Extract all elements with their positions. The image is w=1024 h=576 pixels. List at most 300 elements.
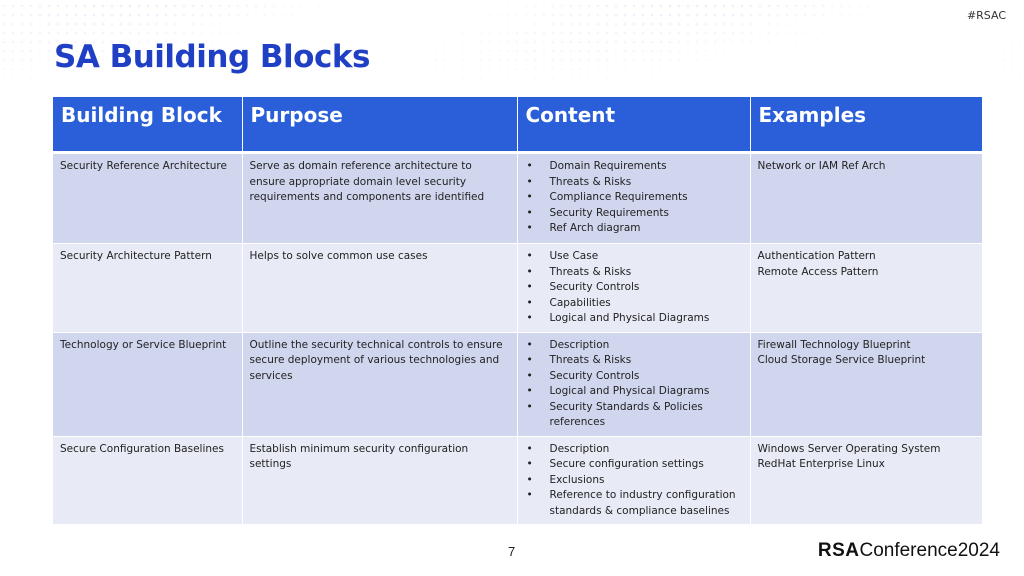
content-item: • Threats & Risks: [525, 353, 743, 369]
decorative-dot: [543, 23, 546, 26]
decorative-dot: [480, 68, 483, 71]
decorative-dot: [21, 50, 24, 53]
slide-title: SA Building Blocks: [54, 39, 370, 75]
decorative-dot: [48, 5, 51, 8]
decorative-dot: [633, 32, 636, 35]
decorative-dot: [579, 50, 582, 53]
decorative-dot: [147, 5, 150, 8]
decorative-dot: [489, 5, 492, 8]
decorative-dot: [588, 59, 591, 62]
content-list: [525, 249, 743, 327]
decorative-dot: [615, 41, 618, 44]
decorative-dot: [426, 50, 429, 53]
decorative-dot: [561, 59, 564, 62]
decorative-dot: [174, 14, 177, 17]
example-item: Firewall Technology Blueprint: [757, 338, 911, 351]
decorative-dot: [1002, 68, 1005, 71]
decorative-dot: [84, 5, 87, 8]
decorative-dot: [822, 14, 825, 17]
decorative-dot: [156, 32, 159, 35]
decorative-dot: [255, 32, 258, 35]
content-item: • Compliance Requirements: [525, 190, 743, 206]
decorative-dot: [543, 68, 546, 71]
decorative-dot: [444, 41, 447, 44]
decorative-dot: [435, 77, 438, 80]
decorative-dot: [975, 68, 978, 71]
decorative-dot: [1002, 59, 1005, 62]
decorative-dot: [1011, 32, 1014, 35]
decorative-dot: [615, 14, 618, 17]
decorative-dot: [21, 77, 24, 80]
decorative-dot: [507, 14, 510, 17]
decorative-dot: [435, 68, 438, 71]
decorative-dot: [579, 14, 582, 17]
decorative-dot: [507, 23, 510, 26]
decorative-dot: [660, 32, 663, 35]
decorative-dot: [1020, 23, 1023, 26]
decorative-dot: [534, 59, 537, 62]
decorative-dot: [615, 5, 618, 8]
decorative-dot: [516, 86, 519, 89]
decorative-dot: [489, 23, 492, 26]
decorative-dot: [102, 5, 105, 8]
decorative-dot: [795, 32, 798, 35]
decorative-dot: [93, 32, 96, 35]
decorative-dot: [462, 50, 465, 53]
decorative-dot: [525, 86, 528, 89]
decorative-dot: [1020, 32, 1023, 35]
decorative-dot: [1002, 77, 1005, 80]
content-list: [525, 338, 743, 431]
decorative-dot: [453, 59, 456, 62]
decorative-dot: [660, 68, 663, 71]
decorative-dot: [498, 23, 501, 26]
decorative-dot: [525, 50, 528, 53]
decorative-dot: [435, 59, 438, 62]
decorative-dot: [984, 59, 987, 62]
decorative-dot: [219, 5, 222, 8]
decorative-dot: [993, 41, 996, 44]
decorative-dot: [516, 41, 519, 44]
decorative-dot: [399, 68, 402, 71]
decorative-dot: [570, 77, 573, 80]
building-blocks-table: [53, 97, 983, 525]
decorative-dot: [525, 68, 528, 71]
decorative-dot: [156, 5, 159, 8]
decorative-dot: [642, 32, 645, 35]
decorative-dot: [210, 23, 213, 26]
decorative-dot: [534, 68, 537, 71]
decorative-dot: [1002, 50, 1005, 53]
decorative-dot: [39, 50, 42, 53]
decorative-dot: [543, 86, 546, 89]
decorative-dot: [606, 23, 609, 26]
decorative-dot: [570, 14, 573, 17]
decorative-dot: [750, 5, 753, 8]
decorative-dot: [3, 5, 6, 8]
building-block-cell: Secure Configuration Baselines: [53, 436, 242, 525]
decorative-dot: [588, 14, 591, 17]
decorative-dot: [678, 14, 681, 17]
decorative-dot: [3, 32, 6, 35]
decorative-dot: [633, 50, 636, 53]
decorative-dot: [165, 5, 168, 8]
decorative-dot: [1020, 68, 1023, 71]
decorative-dot: [606, 59, 609, 62]
decorative-dot: [93, 77, 96, 80]
decorative-dot: [66, 14, 69, 17]
decorative-dot: [786, 5, 789, 8]
decorative-dot: [579, 41, 582, 44]
content-item: • Domain Requirements: [525, 159, 743, 175]
decorative-dot: [255, 5, 258, 8]
content-cell: [517, 332, 750, 436]
decorative-dot: [444, 68, 447, 71]
decorative-dot: [3, 23, 6, 26]
decorative-dot: [633, 77, 636, 80]
decorative-dot: [759, 5, 762, 8]
decorative-dot: [426, 59, 429, 62]
decorative-dot: [1020, 59, 1023, 62]
purpose-cell: Helps to solve common use cases: [242, 244, 517, 333]
decorative-dot: [777, 23, 780, 26]
decorative-dot: [993, 50, 996, 53]
decorative-dot: [246, 14, 249, 17]
decorative-dot: [1002, 86, 1005, 89]
decorative-dot: [111, 23, 114, 26]
decorative-dot: [660, 14, 663, 17]
decorative-dot: [516, 32, 519, 35]
decorative-dot: [831, 23, 834, 26]
building-block-cell: Security Architecture Pattern: [53, 244, 242, 333]
decorative-dot: [840, 5, 843, 8]
decorative-dot: [138, 14, 141, 17]
decorative-dot: [633, 59, 636, 62]
decorative-dot: [471, 86, 474, 89]
decorative-dot: [1020, 77, 1023, 80]
decorative-dot: [606, 50, 609, 53]
decorative-dot: [642, 68, 645, 71]
decorative-dot: [93, 23, 96, 26]
content-item: • Security Controls: [525, 369, 743, 385]
decorative-dot: [570, 41, 573, 44]
decorative-dot: [534, 77, 537, 80]
decorative-dot: [66, 5, 69, 8]
decorative-dot: [696, 32, 699, 35]
decorative-dot: [642, 77, 645, 80]
decorative-dot: [570, 68, 573, 71]
decorative-dot: [786, 14, 789, 17]
decorative-dot: [498, 14, 501, 17]
decorative-dot: [588, 50, 591, 53]
logo-rsa-text: RSA: [817, 540, 860, 561]
decorative-dot: [696, 23, 699, 26]
decorative-dot: [813, 23, 816, 26]
decorative-dot: [21, 59, 24, 62]
decorative-dot: [840, 14, 843, 17]
decorative-dot: [732, 59, 735, 62]
examples-cell: [750, 153, 982, 244]
decorative-dot: [732, 41, 735, 44]
decorative-dot: [507, 68, 510, 71]
content-cell: [517, 153, 750, 244]
decorative-dot: [237, 14, 240, 17]
decorative-dot: [750, 23, 753, 26]
decorative-dot: [75, 5, 78, 8]
decorative-dot: [723, 23, 726, 26]
decorative-dot: [489, 41, 492, 44]
decorative-dot: [516, 77, 519, 80]
decorative-dot: [444, 32, 447, 35]
decorative-dot: [255, 23, 258, 26]
decorative-dot: [228, 14, 231, 17]
decorative-dot: [228, 5, 231, 8]
decorative-dot: [642, 50, 645, 53]
decorative-dot: [975, 77, 978, 80]
decorative-dot: [750, 14, 753, 17]
decorative-dot: [138, 5, 141, 8]
decorative-dot: [813, 32, 816, 35]
decorative-dot: [66, 77, 69, 80]
decorative-dot: [489, 77, 492, 80]
decorative-dot: [552, 86, 555, 89]
decorative-dot: [165, 32, 168, 35]
decorative-dot: [561, 50, 564, 53]
decorative-dot: [48, 50, 51, 53]
decorative-dot: [471, 50, 474, 53]
decorative-dot: [462, 23, 465, 26]
decorative-dot: [588, 41, 591, 44]
decorative-dot: [84, 77, 87, 80]
decorative-dot: [579, 68, 582, 71]
decorative-dot: [993, 68, 996, 71]
decorative-dot: [678, 23, 681, 26]
decorative-dot: [624, 77, 627, 80]
decorative-dot: [525, 23, 528, 26]
decorative-dot: [642, 59, 645, 62]
header-building-block: Building Block: [53, 97, 242, 153]
decorative-dot: [543, 14, 546, 17]
decorative-dot: [759, 23, 762, 26]
decorative-dot: [651, 5, 654, 8]
decorative-dot: [120, 23, 123, 26]
decorative-dot: [795, 23, 798, 26]
decorative-dot: [237, 32, 240, 35]
decorative-dot: [867, 5, 870, 8]
decorative-dot: [237, 23, 240, 26]
decorative-dot: [516, 23, 519, 26]
decorative-dot: [786, 41, 789, 44]
header-content: Content: [517, 97, 750, 153]
decorative-dot: [534, 23, 537, 26]
decorative-dot: [480, 23, 483, 26]
decorative-dot: [606, 41, 609, 44]
decorative-dot: [642, 5, 645, 8]
decorative-dot: [651, 14, 654, 17]
decorative-dot: [525, 77, 528, 80]
decorative-dot: [3, 68, 6, 71]
decorative-dot: [615, 32, 618, 35]
decorative-dot: [543, 41, 546, 44]
decorative-dot: [732, 50, 735, 53]
decorative-dot: [723, 32, 726, 35]
decorative-dot: [714, 5, 717, 8]
decorative-dot: [705, 23, 708, 26]
decorative-dot: [579, 77, 582, 80]
decorative-dot: [525, 41, 528, 44]
content-item: • Security Standards & Policies references: [525, 400, 743, 431]
rsac-hashtag: #RSAC: [966, 9, 1006, 22]
decorative-dot: [489, 32, 492, 35]
decorative-dot: [687, 68, 690, 71]
decorative-dot: [1011, 86, 1014, 89]
content-item: • Security Controls: [525, 280, 743, 296]
decorative-dot: [741, 23, 744, 26]
decorative-dot: [111, 14, 114, 17]
decorative-dot: [480, 77, 483, 80]
decorative-dot: [975, 59, 978, 62]
examples-cell: [750, 244, 982, 333]
decorative-dot: [687, 23, 690, 26]
decorative-dot: [21, 23, 24, 26]
decorative-dot: [3, 86, 6, 89]
decorative-dot: [75, 14, 78, 17]
table-row: [53, 436, 982, 525]
decorative-dot: [714, 14, 717, 17]
decorative-dot: [39, 14, 42, 17]
decorative-dot: [642, 41, 645, 44]
decorative-dot: [462, 77, 465, 80]
decorative-dot: [84, 23, 87, 26]
decorative-dot: [471, 77, 474, 80]
decorative-dot: [813, 14, 816, 17]
decorative-dot: [1002, 41, 1005, 44]
decorative-dot: [246, 32, 249, 35]
decorative-dot: [75, 23, 78, 26]
decorative-dot: [453, 41, 456, 44]
decorative-dot: [480, 59, 483, 62]
content-list: [525, 442, 743, 520]
decorative-dot: [795, 41, 798, 44]
decorative-dot: [660, 23, 663, 26]
decorative-dot: [597, 23, 600, 26]
decorative-dot: [147, 23, 150, 26]
decorative-dot: [12, 77, 15, 80]
decorative-dot: [462, 32, 465, 35]
decorative-dot: [723, 5, 726, 8]
decorative-dot: [507, 41, 510, 44]
decorative-dot: [147, 32, 150, 35]
decorative-dot: [75, 77, 78, 80]
decorative-dot: [615, 77, 618, 80]
decorative-dot: [1011, 41, 1014, 44]
decorative-dot: [660, 50, 663, 53]
decorative-dot: [651, 50, 654, 53]
decorative-dot: [255, 14, 258, 17]
decorative-dot: [687, 32, 690, 35]
decorative-dot: [408, 77, 411, 80]
decorative-dot: [723, 41, 726, 44]
decorative-dot: [1011, 50, 1014, 53]
decorative-dot: [768, 14, 771, 17]
decorative-dot: [282, 23, 285, 26]
decorative-dot: [102, 23, 105, 26]
decorative-dot: [30, 59, 33, 62]
decorative-dot: [624, 68, 627, 71]
decorative-dot: [102, 32, 105, 35]
decorative-dot: [30, 32, 33, 35]
decorative-dot: [471, 32, 474, 35]
decorative-dot: [669, 23, 672, 26]
decorative-dot: [804, 14, 807, 17]
decorative-dot: [993, 59, 996, 62]
decorative-dot: [984, 77, 987, 80]
decorative-dot: [687, 50, 690, 53]
decorative-dot: [39, 23, 42, 26]
decorative-dot: [219, 32, 222, 35]
decorative-dot: [552, 23, 555, 26]
decorative-dot: [651, 59, 654, 62]
decorative-dot: [48, 23, 51, 26]
decorative-dot: [822, 32, 825, 35]
content-item: • Logical and Physical Diagrams: [525, 384, 743, 400]
decorative-dot: [786, 32, 789, 35]
decorative-dot: [183, 14, 186, 17]
decorative-dot: [471, 14, 474, 17]
decorative-dot: [453, 23, 456, 26]
decorative-dot: [651, 77, 654, 80]
decorative-dot: [561, 23, 564, 26]
decorative-dot: [588, 68, 591, 71]
table-row: [53, 153, 982, 244]
decorative-dot: [498, 5, 501, 8]
decorative-dot: [570, 50, 573, 53]
decorative-dot: [552, 14, 555, 17]
decorative-dot: [687, 14, 690, 17]
decorative-dot: [129, 23, 132, 26]
decorative-dot: [984, 68, 987, 71]
decorative-dot: [444, 86, 447, 89]
decorative-dot: [714, 59, 717, 62]
decorative-dot: [579, 23, 582, 26]
decorative-dot: [300, 5, 303, 8]
decorative-dot: [534, 50, 537, 53]
decorative-dot: [777, 14, 780, 17]
decorative-dot: [12, 41, 15, 44]
content-cell: [517, 244, 750, 333]
decorative-dot: [489, 68, 492, 71]
decorative-dot: [570, 23, 573, 26]
decorative-dot: [597, 5, 600, 8]
decorative-dot: [867, 14, 870, 17]
decorative-dot: [804, 32, 807, 35]
decorative-dot: [1011, 59, 1014, 62]
content-item: • Security Requirements: [525, 206, 743, 222]
decorative-dot: [678, 32, 681, 35]
decorative-dot: [462, 68, 465, 71]
decorative-dot: [750, 32, 753, 35]
decorative-dot: [120, 5, 123, 8]
decorative-dot: [714, 23, 717, 26]
decorative-dot: [534, 32, 537, 35]
decorative-dot: [30, 77, 33, 80]
decorative-dot: [669, 50, 672, 53]
decorative-dot: [300, 14, 303, 17]
decorative-dot: [876, 5, 879, 8]
decorative-dot: [453, 32, 456, 35]
decorative-dot: [579, 32, 582, 35]
decorative-dot: [642, 14, 645, 17]
